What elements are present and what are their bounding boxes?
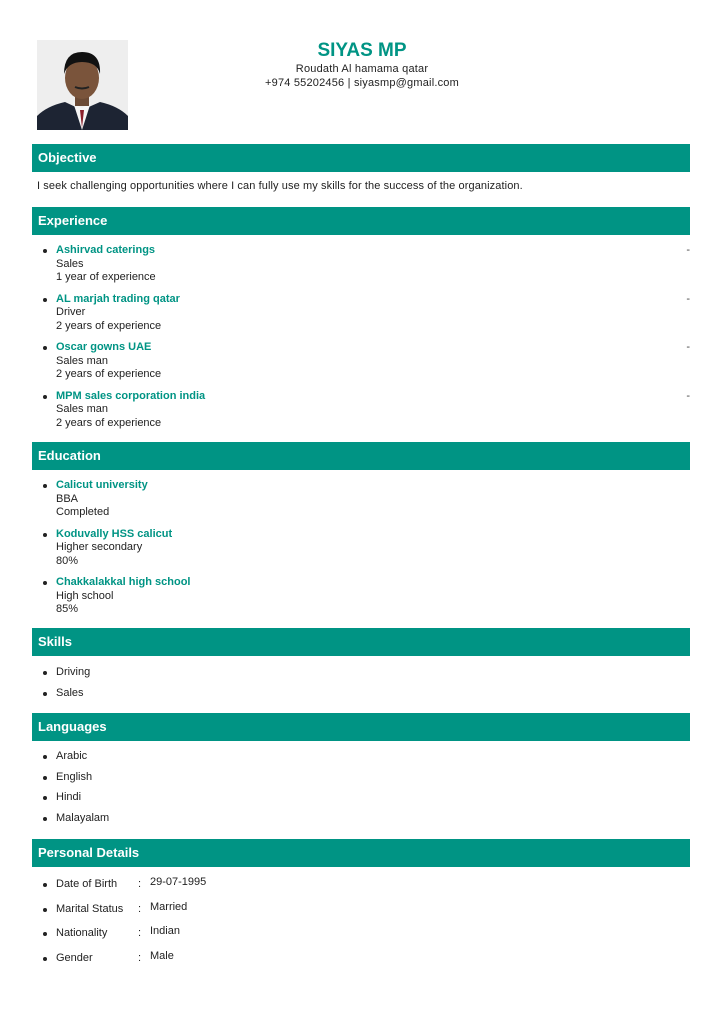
job-duration: 2 years of experience [56,368,162,380]
detail-value: Married [150,900,188,913]
skills-list [40,666,690,707]
personal-details-list [40,878,690,976]
list-item [40,949,690,966]
company-name: AL marjah trading qatar [56,292,180,305]
colon-separator: : [138,878,142,890]
colon-separator: : [138,951,142,964]
list-item: Arabic [40,750,690,764]
list-item [40,390,690,431]
list-item [40,244,690,285]
personal-details-heading: Personal Details [32,839,690,867]
detail-label: Nationality [56,927,108,939]
list-item [40,927,690,941]
list-item: Hindi [40,791,690,805]
course-result: Completed [56,506,110,518]
detail-label: Gender [56,951,93,964]
detail-label: Date of Birth [56,878,118,890]
date-dash: - [686,341,690,353]
education-heading: Education [32,442,690,470]
company-name: MPM sales corporation india [56,389,206,402]
list-item [40,293,690,334]
course-name: BBA [56,492,79,505]
job-role: Driver [56,306,86,318]
date-dash: - [686,389,690,402]
school-name: Koduvally HSS calicut [56,527,173,540]
school-name: Calicut university [56,479,148,491]
colon-separator: : [138,927,142,939]
list-item [40,341,690,382]
detail-label: Marital Status [56,902,124,915]
course-result: 80% [56,554,79,567]
languages-heading: Languages [32,713,690,741]
candidate-name: SIYAS MP [317,40,407,61]
list-item [40,479,690,520]
experience-heading: Experience [32,207,690,235]
education-list [40,479,690,625]
school-name: Chakkalakkal high school [56,576,191,588]
skills-heading: Skills [32,628,690,656]
course-name: Higher secondary [56,541,143,553]
job-role: Sales [56,257,84,270]
list-item: Driving [40,666,690,680]
detail-value: 29-07-1995 [150,876,207,888]
list-item [40,900,690,917]
course-name: High school [56,589,114,602]
header [160,40,564,90]
detail-value: Male [150,949,174,962]
list-item [40,528,690,569]
phone-email: +974 55202456 | siyasmp@gmail.com [265,77,459,89]
list-item [40,878,690,892]
experience-list [40,244,690,438]
person-portrait-icon [37,40,128,130]
course-result: 85% [56,603,79,615]
objective-heading: Objective [32,144,690,172]
job-role: Sales man [56,354,108,367]
objective-text: I seek challenging opportunities where I can fully use my skills for the success of the organization. [37,180,523,192]
detail-value: Indian [150,925,180,937]
list-item: Sales [40,687,690,701]
date-dash: - [686,292,690,305]
job-duration: 2 years of experience [56,416,162,429]
languages-list [40,750,690,832]
profile-photo [37,40,128,130]
date-dash: - [686,244,690,256]
list-item: Malayalam [40,812,690,826]
company-name: Oscar gowns UAE [56,341,152,353]
list-item: English [40,771,690,785]
job-duration: 2 years of experience [56,319,162,332]
list-item [40,576,690,617]
address: Roudath Al hamama qatar [295,63,429,75]
company-name: Ashirvad caterings [56,244,156,256]
job-duration: 1 year of experience [56,271,156,283]
job-role: Sales man [56,403,108,415]
colon-separator: : [138,902,142,915]
